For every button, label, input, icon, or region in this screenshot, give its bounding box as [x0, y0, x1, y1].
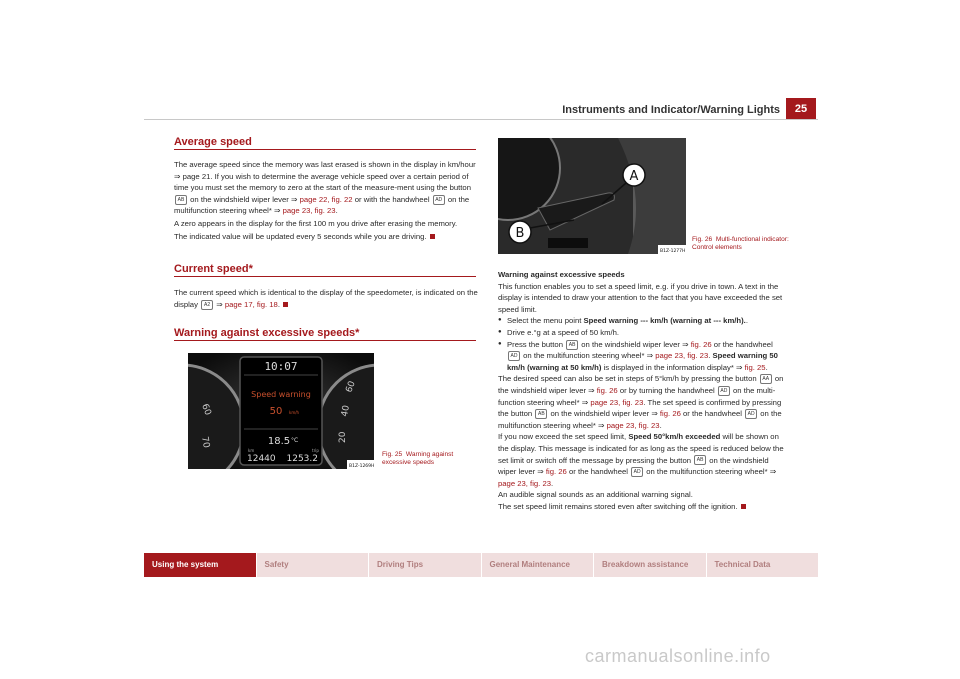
- footer-tab-breakdown-assistance[interactable]: Breakdown assistance: [594, 553, 706, 577]
- heading-warning-excessive: Warning against excessive speeds*: [174, 327, 476, 341]
- link-page22[interactable]: page 22, fig. 22: [299, 194, 353, 204]
- avg-paragraph-1: The average speed since the memory was last erased is shown in the display in km/hour ⇒ page 21. If you wish to determine the average vehicle speed over a certain period of time you must set the memory to zero at the start of the measure-ment using the button AB on the windshield wiper lever ⇒ page 22, fig. 22 or with the handwheel AD on the multifunction steering wheel* ⇒ page 23, fig. 23.: [174, 160, 476, 216]
- svg-text:70: 70: [199, 435, 211, 449]
- cluster-trip-unit: trip: [312, 448, 319, 453]
- running-header-title: Instruments and Indicator/Warning Lights: [562, 104, 780, 116]
- link-fig26[interactable]: fig. 26: [659, 409, 681, 419]
- link-page23[interactable]: page 23, fig. 23: [282, 206, 336, 216]
- heading-average-speed: Average speed: [174, 136, 476, 150]
- cluster-label: Speed warning: [251, 390, 311, 399]
- link-fig26[interactable]: fig. 26: [596, 385, 618, 395]
- warning-paragraph-5: The set speed limit remains stored even after switching off the ignition.: [498, 501, 788, 513]
- section-end-icon: [283, 302, 288, 307]
- section-end-icon: [741, 504, 746, 509]
- list-item: ● Press the button AB on the windshield wiper lever ⇒ fig. 26 or the handwheel AD on the multifunction steering wheel* ⇒ page 23, fig. 23. Speed warning 50 km/h (warning at 50 km/h) is displayed in the information display* ⇒ fig. 25.: [498, 339, 788, 374]
- key-ab-icon: AB: [175, 195, 187, 205]
- warning-paragraph-1: This function enables you to set a speed limit, e.g. if you drive in town. A text in the display is intended to draw your attention to the fact that you have exceeded the set speed limit.: [498, 281, 783, 314]
- header-rule: [144, 119, 818, 120]
- cluster-odo-unit: km: [248, 448, 255, 453]
- cluster-trip: 1253.2: [286, 454, 318, 464]
- key-ad-icon: AD: [508, 351, 520, 361]
- footer-nav: [144, 553, 818, 577]
- fig26-code: B1Z-1277H: [660, 249, 686, 254]
- key-ad-icon: AD: [745, 409, 757, 419]
- link-page23[interactable]: page 23, fig. 23: [655, 351, 709, 361]
- figure-25-caption: Fig. 25 Warning against excessive speeds: [382, 451, 454, 466]
- steps-list: [498, 315, 788, 373]
- cluster-speed-unit: km/h: [289, 410, 300, 415]
- figure-25-cluster-image: [188, 353, 374, 469]
- key-ad-icon: AD: [718, 386, 730, 396]
- link-fig25[interactable]: fig. 25: [744, 362, 766, 372]
- cluster-time: 10:07: [264, 360, 298, 373]
- warning-paragraph-3: If you now exceed the set speed limit, Speed 50°km/h exceeded will be shown on the display. This message is indicated for as long as the speed is reduced below the set limit or switch off the message by pressing the button AB on the windshield wiper lever ⇒ fig. 26 or the handwheel AD on the multifunction steering wheel* ⇒ page 23, fig. 23.: [498, 432, 784, 488]
- link-page17[interactable]: page 17, fig. 18: [224, 299, 278, 309]
- link-fig26[interactable]: fig. 26: [690, 339, 712, 349]
- warning-paragraph-4: An audible signal sounds as an additional warning signal.: [498, 490, 693, 500]
- key-aa-icon: AA: [760, 374, 772, 384]
- key-ab-icon: AB: [694, 455, 706, 465]
- page-number: 25: [786, 98, 816, 120]
- cur-paragraph-1: The current speed which is identical to the display of the speedometer, is indicated on the display A2 ⇒ page 17, fig. 18.: [174, 288, 478, 309]
- link-fig26[interactable]: fig. 26: [545, 467, 567, 477]
- footer-tab-driving-tips[interactable]: Driving Tips: [369, 553, 481, 577]
- figure-26-caption: Fig. 26 Multi-functional indicator: Control elements: [692, 236, 789, 251]
- link-page23[interactable]: page 23, fig. 23: [498, 478, 552, 488]
- warning-section-text: [498, 269, 788, 512]
- fig26-label-b: B: [515, 226, 525, 241]
- figure-26-wiper-lever-image: [498, 138, 686, 254]
- average-speed-text: [174, 159, 478, 242]
- key-ab-icon: AB: [566, 340, 578, 350]
- cluster-temp: 18.5: [267, 436, 291, 447]
- current-speed-text: [174, 287, 478, 310]
- key-ad-icon: AD: [433, 195, 445, 205]
- cluster-speed: 50: [269, 406, 283, 417]
- section-end-icon: [430, 234, 435, 239]
- key-ab-icon: AB: [535, 409, 547, 419]
- list-item: ● Select the menu point Speed warning --- km/h (warning at --- km/h)..: [498, 315, 788, 327]
- cluster-odo: 12440: [247, 454, 276, 464]
- heading-current-speed: Current speed*: [174, 263, 476, 277]
- watermark: carmanualsonline.info: [585, 646, 771, 666]
- footer-tab-using-system[interactable]: Using the system: [144, 553, 256, 577]
- subheading-warning: Warning against excessive speeds: [498, 270, 625, 279]
- footer-tab-technical-data[interactable]: Technical Data: [707, 553, 819, 577]
- key-a2-icon: A2: [201, 300, 213, 310]
- avg-paragraph-3: The indicated value will be updated every 5 seconds while you are driving.: [174, 231, 478, 243]
- footer-tab-safety[interactable]: Safety: [257, 553, 369, 577]
- link-page23[interactable]: page 23, fig. 23: [606, 420, 660, 430]
- cluster-temp-unit: °C: [291, 437, 299, 444]
- footer-tab-general-maintenance[interactable]: General Maintenance: [482, 553, 594, 577]
- key-ad-icon: AD: [631, 467, 643, 477]
- cluster-code: B1Z-1269H: [349, 464, 374, 469]
- list-item: ● Drive e.°g at a speed of 50 km/h.: [498, 327, 788, 339]
- svg-text:20: 20: [338, 431, 348, 443]
- avg-paragraph-2: A zero appears in the display for the first 100 m you drive after erasing the memory.: [174, 218, 458, 228]
- svg-text:40: 40: [340, 404, 352, 418]
- fig26-label-a: A: [629, 169, 639, 184]
- svg-text:60: 60: [344, 379, 358, 395]
- link-page23[interactable]: page 23, fig. 23: [590, 397, 644, 407]
- warning-paragraph-2: The desired speed can also be set in steps of 5°km/h by pressing the button AA on the windshield wiper lever ⇒ fig. 26 or by turning the handwheel AD on the multi-function steering wheel* ⇒ page 23, fig. 23. The set speed is confirmed by pressing the button AB on the windshield wiper lever ⇒ fig. 26 or the handwheel AD on the multifunction steering wheel* ⇒ page 23, fig. 23.: [498, 374, 784, 430]
- svg-text:60: 60: [199, 402, 213, 417]
